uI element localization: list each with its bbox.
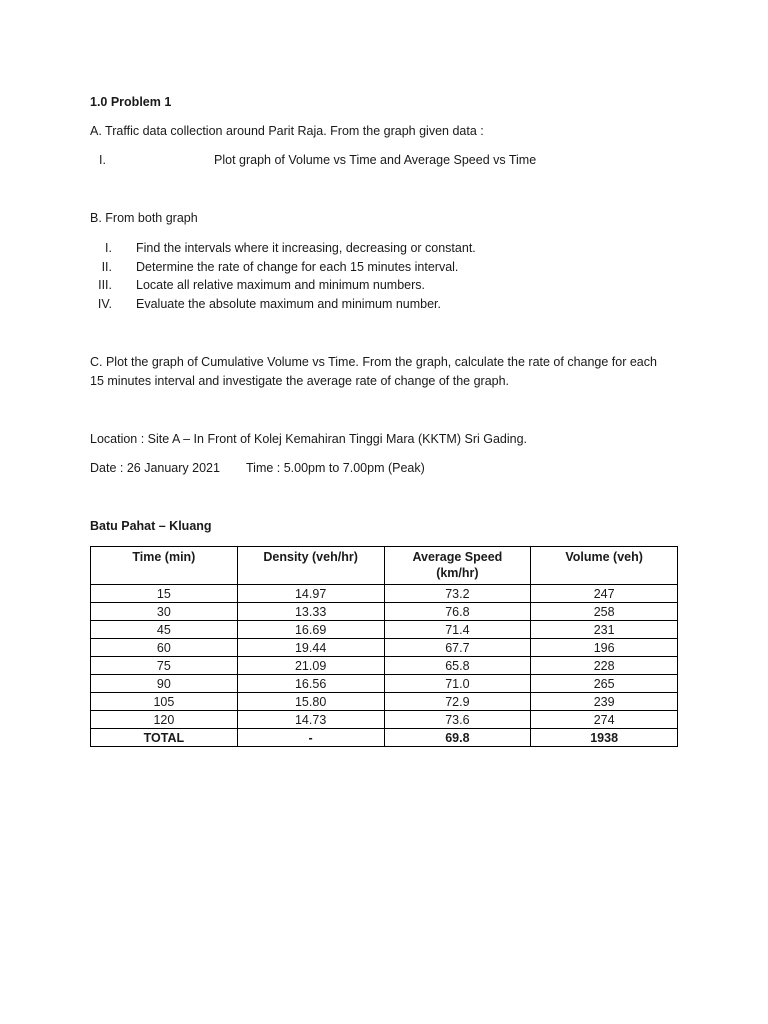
header-density: Density (veh/hr) [237,547,384,585]
list-text: Find the intervals where it increasing, decreasing or constant. [136,241,476,255]
section-b-item-4 [84,296,684,312]
section-b-intro: B. From both graph [90,211,198,225]
cell-speed: 65.8 [384,657,531,675]
section-c-line-2: 15 minutes interval and investigate the average rate of change of the graph. [90,374,510,388]
table-row [91,621,678,639]
cell-time: 75 [91,657,238,675]
header-volume: Volume (veh) [531,547,678,585]
cell-density: 13.33 [237,603,384,621]
cell-volume: 258 [531,603,678,621]
cell-speed: 71.4 [384,621,531,639]
list-number: I. [105,241,112,255]
total-label: TOTAL [91,729,238,747]
total-density: - [237,729,384,747]
header-average-speed-line-1: Average Speed [412,550,503,564]
cell-time: 90 [91,675,238,693]
table-row [91,639,678,657]
cell-density: 15.80 [237,693,384,711]
section-c-line-1: C. Plot the graph of Cumulative Volume vs Time. From the graph, calculate the rate of change for each [90,355,657,369]
cell-density: 19.44 [237,639,384,657]
section-b-item-3 [84,277,684,293]
cell-volume: 196 [531,639,678,657]
cell-time: 120 [91,711,238,729]
cell-time: 45 [91,621,238,639]
cell-speed: 67.7 [384,639,531,657]
section-b-item-2 [84,259,684,275]
cell-volume: 274 [531,711,678,729]
cell-speed: 72.9 [384,693,531,711]
cell-volume: 228 [531,657,678,675]
table-row [91,693,678,711]
cell-time: 60 [91,639,238,657]
cell-time: 105 [91,693,238,711]
table-row [91,711,678,729]
list-number: III. [98,278,112,292]
table-row [91,585,678,603]
table-row [91,657,678,675]
list-text: Determine the rate of change for each 15 minutes interval. [136,260,459,274]
cell-density: 14.73 [237,711,384,729]
header-average-speed-line-2: (km/hr) [436,566,479,580]
date-line: Date : 26 January 2021 [90,461,220,475]
section-b-item-1 [84,240,684,256]
header-average-speed [384,547,531,585]
section-a-intro: A. Traffic data collection around Parit Raja. From the graph given data : [90,124,484,138]
table-header-row [91,547,678,585]
cell-speed: 76.8 [384,603,531,621]
list-text: Evaluate the absolute maximum and minimum number. [136,297,442,311]
cell-time: 15 [91,585,238,603]
list-text: Plot graph of Volume vs Time and Average Speed vs Time [214,153,537,167]
cell-density: 21.09 [237,657,384,675]
header-time: Time (min) [91,547,238,585]
cell-density: 16.56 [237,675,384,693]
cell-speed: 73.6 [384,711,531,729]
list-number: I. [99,153,106,167]
total-volume: 1938 [531,729,678,747]
cell-volume: 265 [531,675,678,693]
cell-volume: 231 [531,621,678,639]
total-speed: 69.8 [384,729,531,747]
cell-speed: 71.0 [384,675,531,693]
cell-speed: 73.2 [384,585,531,603]
section-a-item-1 [78,152,678,168]
problem-heading: 1.0 Problem 1 [90,95,172,109]
cell-volume: 239 [531,693,678,711]
list-text: Locate all relative maximum and minimum numbers. [136,278,425,292]
table-row [91,675,678,693]
cell-time: 30 [91,603,238,621]
list-number: IV. [97,297,112,311]
table-total-row [91,729,678,747]
cell-density: 16.69 [237,621,384,639]
table-row [91,603,678,621]
list-number: II. [101,260,112,274]
location-line: Location : Site A – In Front of Kolej Kemahiran Tinggi Mara (KKTM) Sri Gading. [90,432,528,446]
cell-volume: 247 [531,585,678,603]
cell-density: 14.97 [237,585,384,603]
traffic-data-table [90,546,678,747]
time-line: Time : 5.00pm to 7.00pm (Peak) [246,461,425,475]
table-title: Batu Pahat – Kluang [90,519,212,533]
